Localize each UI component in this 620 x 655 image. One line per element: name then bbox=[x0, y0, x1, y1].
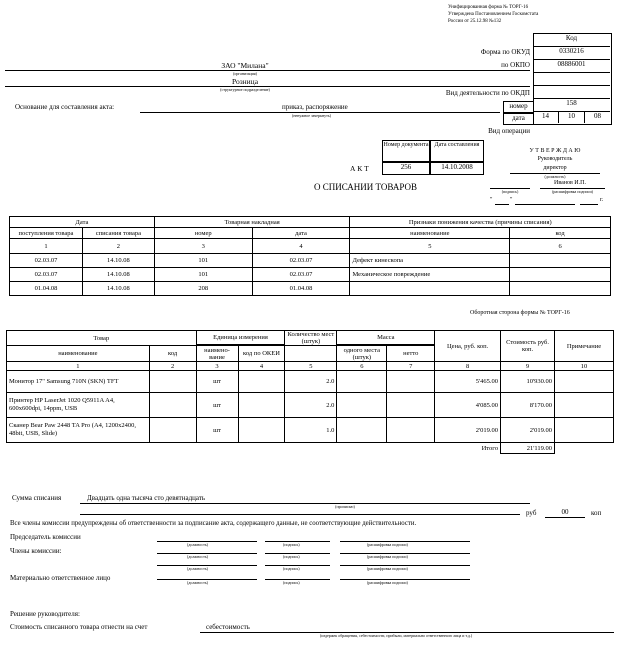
cost-to-value: себестоимость bbox=[206, 623, 250, 631]
t2-h-okei: код по ОКЕИ bbox=[238, 346, 285, 362]
t1-h-date: Дата bbox=[10, 217, 155, 228]
t2-qty: 1.0 bbox=[285, 418, 337, 443]
reverse-label: Оборотная сторона формы № ТОРГ-16 bbox=[470, 310, 570, 316]
sum-label: Сумма списания bbox=[12, 494, 62, 502]
t2-h-unit: Единица измерения bbox=[196, 331, 285, 345]
sum-text: Двадцать одна тысяча сто девятнадцать bbox=[87, 494, 206, 502]
approve-post: директор bbox=[543, 165, 567, 171]
okpo-value: 08886001 bbox=[533, 60, 610, 73]
okud-label: Форма по ОКУД bbox=[480, 48, 530, 56]
okdp-label: Вид деятельности по ОКДП bbox=[445, 89, 530, 97]
t2-num: 8 bbox=[435, 362, 501, 371]
approve-name-caption: (расшифровка подписи) bbox=[552, 189, 593, 194]
t1-num: 4 bbox=[252, 239, 350, 254]
basis-value: приказ, распоряжение bbox=[282, 103, 348, 111]
nomer-label: номер bbox=[503, 101, 534, 113]
okpo-label: по ОКПО bbox=[501, 61, 530, 69]
caption-sign: (подпись) bbox=[283, 580, 300, 585]
t2-num: 4 bbox=[238, 362, 285, 371]
t2-h-goods: Товар bbox=[7, 331, 197, 346]
approve-year: г. bbox=[600, 197, 604, 203]
t2-h-note: Примечание bbox=[555, 331, 614, 362]
responsible-label: Материально ответственное лицо bbox=[10, 574, 111, 582]
t2-cost: 8'170.00 bbox=[501, 393, 555, 418]
t2-unit: шт bbox=[196, 371, 238, 393]
t1-writeoff: 14.10.08 bbox=[82, 268, 154, 282]
t1-num: 5 bbox=[350, 239, 510, 254]
t2-num: 3 bbox=[196, 362, 238, 371]
t2-h-cost: Стоимость руб. коп. bbox=[501, 331, 555, 362]
t1-writeoff: 14.10.08 bbox=[82, 282, 154, 296]
table-row bbox=[7, 418, 614, 443]
t1-date: 02.03.07 bbox=[252, 254, 350, 268]
t2-num: 9 bbox=[501, 362, 555, 371]
t2-price: 2'019.00 bbox=[435, 418, 501, 443]
t2-code bbox=[149, 393, 196, 418]
year-value: 08 bbox=[594, 112, 601, 120]
okdp-value bbox=[533, 86, 610, 99]
t2-okei bbox=[238, 371, 285, 393]
t1-date: 02.03.07 bbox=[252, 268, 350, 282]
approve-quote-close: " bbox=[510, 197, 513, 203]
t1-arrival: 01.04.08 bbox=[10, 282, 83, 296]
caption-post: (должность) bbox=[187, 554, 208, 559]
t1-number: 208 bbox=[154, 282, 252, 296]
t1-code bbox=[510, 254, 611, 268]
approve-title: У Т В Е Р Ж Д А Ю bbox=[529, 148, 581, 154]
chair-label: Председатель комиссии bbox=[10, 533, 81, 541]
t1-h-date2: дата bbox=[252, 228, 350, 239]
sum-caption: (прописью) bbox=[335, 504, 355, 509]
t2-name: Сканер Bear Paw 2448 TA Pro (A4, 1200x2400, 48bit, USB, Slide) bbox=[7, 418, 150, 443]
t2-okei bbox=[238, 393, 285, 418]
t2-note bbox=[555, 418, 614, 443]
t2-netto bbox=[387, 393, 435, 418]
codes-title: Код bbox=[533, 34, 610, 47]
t2-h-name: наименование bbox=[7, 346, 150, 362]
t1-h-invoice: Товарная накладная bbox=[154, 217, 350, 228]
t1-h-reasons: Признаки понижения качества (причины списания) bbox=[350, 217, 611, 228]
t2-okei bbox=[238, 418, 285, 443]
t2-qty: 2.0 bbox=[285, 371, 337, 393]
t1-num: 1 bbox=[10, 239, 83, 254]
t1-writeoff: 14.10.08 bbox=[82, 254, 154, 268]
t2-num: 5 bbox=[285, 362, 337, 371]
vid-operacii-label: Вид операции bbox=[488, 127, 530, 135]
table-row bbox=[10, 282, 611, 296]
form-name: Унифицированная форма № ТОРГ-16 bbox=[448, 5, 529, 10]
t1-h-name: наименование bbox=[350, 228, 510, 239]
cost-to-caption: (издержек обращения, себестоимости, прибыли, материально ответственного лица и т.д.) bbox=[320, 633, 473, 638]
t1-code bbox=[510, 268, 611, 282]
rub-label: руб bbox=[526, 509, 537, 517]
t2-h-qty: Количество мест (штук) bbox=[285, 331, 337, 346]
approve-sign-caption: (подпись) bbox=[501, 189, 519, 194]
t2-h-one-place: одного места (штук) bbox=[337, 346, 387, 362]
approve-name: Иванов И.П. bbox=[554, 180, 586, 186]
t1-date: 01.04.08 bbox=[252, 282, 350, 296]
t2-total: 21'119.00 bbox=[501, 443, 555, 454]
doc-num-header: Номер документа bbox=[382, 140, 430, 162]
cost-to-label: Стоимость списанного товара отнести на счет bbox=[10, 623, 148, 631]
kop-value: 00 bbox=[561, 508, 569, 516]
month-value: 10 bbox=[559, 112, 585, 123]
t2-h-mass: Масса bbox=[337, 331, 435, 345]
form-approval-date: России от 25.12.98 №132 bbox=[448, 19, 502, 24]
t2-unit: шт bbox=[196, 418, 238, 443]
t2-num: 6 bbox=[337, 362, 387, 371]
table-row bbox=[7, 393, 614, 418]
caption-name: (расшифровка подписи) bbox=[367, 542, 408, 547]
doc-num: 256 bbox=[382, 162, 430, 175]
approve-post-caption: (должность) bbox=[544, 174, 566, 179]
decision-label: Решение руководителя: bbox=[10, 610, 80, 618]
t1-h-arrival: поступления товара bbox=[10, 228, 83, 239]
doc-date-header: Дата составления bbox=[430, 140, 484, 162]
t1-reason: Механическое повреждение bbox=[350, 268, 510, 282]
t2-num: 2 bbox=[149, 362, 196, 371]
basis-caption: (ненужное зачеркнуть) bbox=[292, 113, 332, 118]
caption-sign: (подпись) bbox=[283, 542, 300, 547]
warning-text: Все члены комиссии предупреждены об ответственности за подписание акта, содержащего данные, не соответствующие действительности. bbox=[10, 520, 417, 527]
caption-post: (должность) bbox=[187, 580, 208, 585]
t2-cost: 10'930.00 bbox=[501, 371, 555, 393]
doc-date: 14.10.2008 bbox=[430, 162, 484, 175]
form-approval: Утверждена Постановлением Госкомстата bbox=[448, 12, 539, 17]
basis-label: Основание для составления акта: bbox=[15, 103, 115, 111]
table-row bbox=[10, 254, 611, 268]
members-label: Члены комиссии: bbox=[10, 547, 62, 555]
t2-h-qty-sub bbox=[285, 346, 337, 362]
t1-num: 6 bbox=[510, 239, 611, 254]
approve-head: Руководитель bbox=[537, 156, 573, 162]
t2-note bbox=[555, 393, 614, 418]
nomer-value: 158 bbox=[533, 99, 610, 112]
t2-h-unit-name: наимено-вание bbox=[196, 346, 238, 362]
t2-num: 7 bbox=[387, 362, 435, 371]
t2-price: 4'085.00 bbox=[435, 393, 501, 418]
org-caption: (организация) bbox=[233, 71, 257, 76]
approve-quote-open: " bbox=[490, 197, 493, 203]
t2-code bbox=[149, 418, 196, 443]
table-row bbox=[7, 371, 614, 393]
t2-one bbox=[337, 393, 387, 418]
t2-num: 1 bbox=[7, 362, 150, 371]
t1-code bbox=[510, 282, 611, 296]
table-row bbox=[10, 268, 611, 282]
t2-price: 5'465.00 bbox=[435, 371, 501, 393]
t2-one bbox=[337, 371, 387, 393]
t2-total-label: Итого bbox=[481, 444, 499, 452]
doc-title: О СПИСАНИИ ТОВАРОВ bbox=[314, 182, 417, 192]
t1-num: 2 bbox=[82, 239, 154, 254]
t2-name: Принтер HP LaserJet 1020 Q5911A A4, 600x600dpi, 14ppm, USB bbox=[7, 393, 150, 418]
caption-name: (расшифровка подписи) bbox=[367, 554, 408, 559]
t1-arrival: 02.03.07 bbox=[10, 268, 83, 282]
t2-netto bbox=[387, 418, 435, 443]
t2-netto bbox=[387, 371, 435, 393]
goods-table bbox=[6, 330, 614, 454]
t1-h-number: номер bbox=[154, 228, 252, 239]
okud-value: 0330216 bbox=[533, 47, 610, 60]
t2-h-netto: нетто bbox=[387, 346, 435, 362]
reasons-table bbox=[9, 216, 611, 296]
caption-post: (должность) bbox=[187, 566, 208, 571]
data-label: дата bbox=[503, 113, 534, 125]
caption-sign: (подпись) bbox=[283, 566, 300, 571]
caption-post: (должность) bbox=[187, 542, 208, 547]
caption-name: (расшифровка подписи) bbox=[367, 566, 408, 571]
caption-sign: (подпись) bbox=[283, 554, 300, 559]
t2-qty: 2.0 bbox=[285, 393, 337, 418]
org-unit: Розница bbox=[231, 77, 259, 86]
t2-total-note-blank bbox=[555, 443, 614, 454]
t1-number: 101 bbox=[154, 254, 252, 268]
t1-arrival: 02.03.07 bbox=[10, 254, 83, 268]
day-value: 14 bbox=[533, 112, 559, 123]
akt-label: А К Т bbox=[350, 164, 369, 173]
t1-number: 101 bbox=[154, 268, 252, 282]
t2-name: Монитор 17" Samsung 710N (SKN) TFT bbox=[7, 371, 150, 393]
kop-label: коп bbox=[591, 509, 602, 517]
t1-h-writeoff: списания товара bbox=[82, 228, 154, 239]
t2-cost: 2'019.00 bbox=[501, 418, 555, 443]
t2-one bbox=[337, 418, 387, 443]
t2-code bbox=[149, 371, 196, 393]
t1-num: 3 bbox=[154, 239, 252, 254]
org-name: ЗАО "Милана" bbox=[221, 61, 269, 70]
t2-note bbox=[555, 371, 614, 393]
t1-reason bbox=[350, 282, 510, 296]
t2-h-price: Цена, руб. коп. bbox=[435, 331, 501, 362]
blank-code bbox=[533, 73, 610, 86]
unit-caption: (структурное подразделение) bbox=[220, 87, 270, 92]
t1-h-code: код bbox=[510, 228, 611, 239]
t2-h-code: код bbox=[149, 346, 196, 362]
t2-total-blank bbox=[7, 443, 435, 454]
caption-name: (расшифровка подписи) bbox=[367, 580, 408, 585]
t2-num: 10 bbox=[555, 362, 614, 371]
t1-reason: Дефект кинескопа bbox=[350, 254, 510, 268]
t2-unit: шт bbox=[196, 393, 238, 418]
